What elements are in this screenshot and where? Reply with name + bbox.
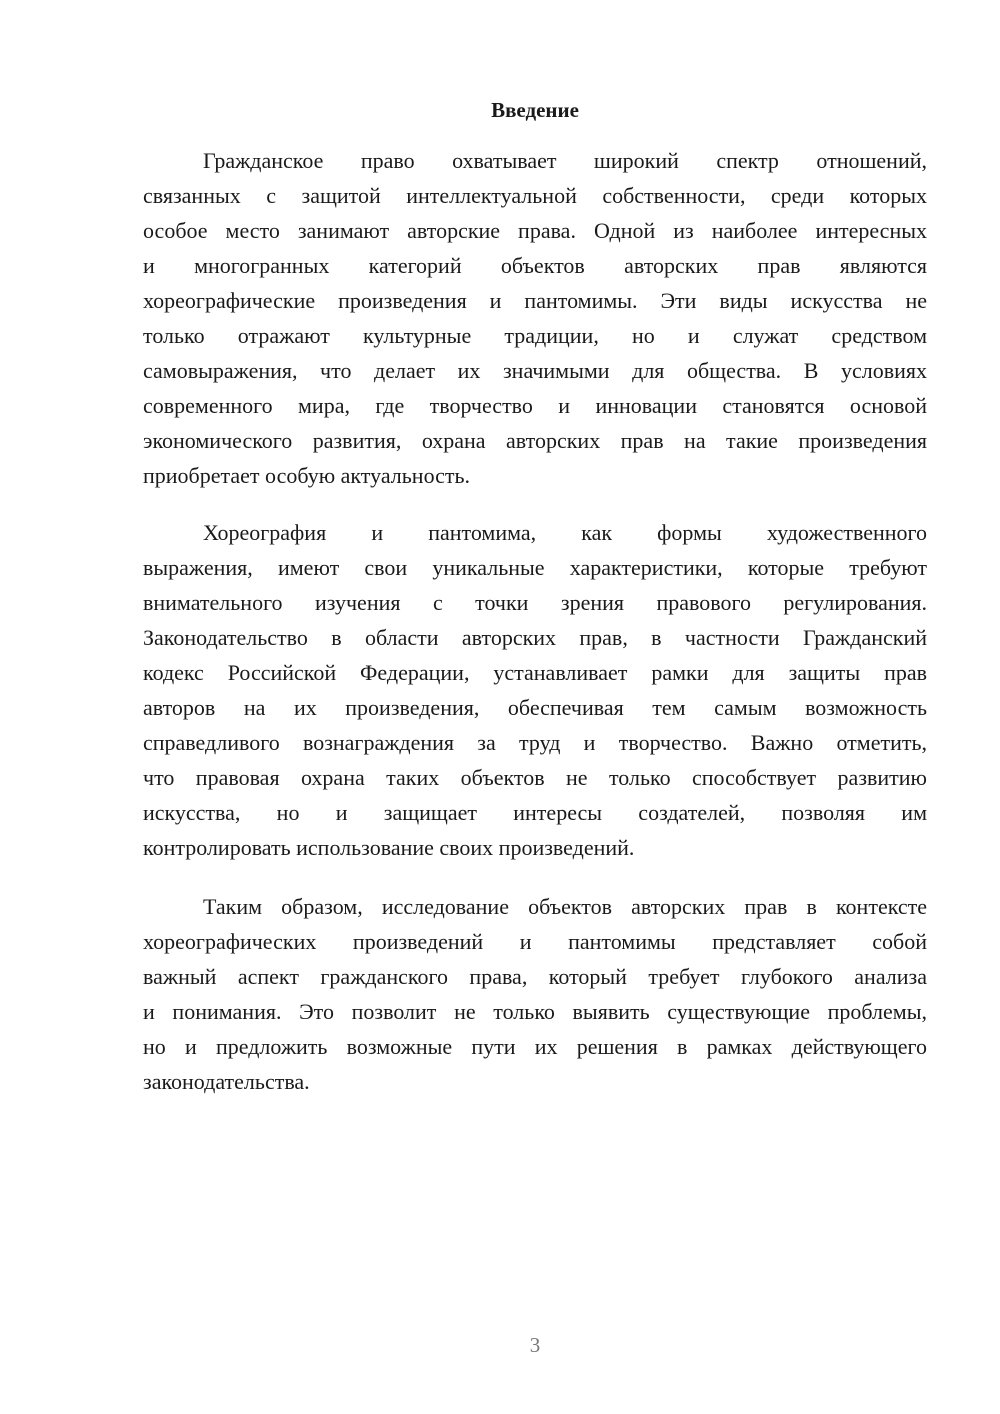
text-line: хореографические произведения и пантомимы. Эти виды искусства не	[143, 288, 927, 313]
text-line: экономического развития, охрана авторских прав на такие произведения	[143, 428, 927, 453]
text-line: законодательства.	[143, 1069, 310, 1094]
text-line: и многогранных категорий объектов авторских прав являются	[143, 253, 927, 278]
text-line: только отражают культурные традиции, но и служат средством	[143, 323, 927, 348]
text-line: Законодательство в области авторских прав, в частности Гражданский	[143, 625, 927, 650]
text-line: контролировать использование своих произведений.	[143, 835, 635, 860]
paragraph-1	[143, 143, 927, 493]
text-line: Таким образом, исследование объектов авторских прав в контексте	[203, 894, 927, 919]
text-line: но и предложить возможные пути их решения в рамках действующего	[143, 1034, 927, 1059]
text-line: внимательного изучения с точки зрения правового регулирования.	[143, 590, 927, 615]
text-line: особое место занимают авторские права. Одной из наиболее интересных	[143, 218, 927, 243]
text-line: Хореография и пантомима, как формы художественного	[203, 520, 927, 545]
text-line: связанных с защитой интеллектуальной собственности, среди которых	[143, 183, 927, 208]
text-line: справедливого вознаграждения за труд и творчество. Важно отметить,	[143, 730, 927, 755]
text-line: хореографических произведений и пантомимы представляет собой	[143, 929, 927, 954]
section-title: Введение	[491, 98, 579, 122]
text-line: важный аспект гражданского права, который требует глубокого анализа	[143, 964, 927, 989]
paragraph-2	[143, 515, 927, 865]
page-number: 3	[529, 1333, 541, 1357]
text-line: Гражданское право охватывает широкий спектр отношений,	[203, 148, 927, 173]
text-line: приобретает особую актуальность.	[143, 463, 471, 488]
text-line: самовыражения, что делает их значимыми для общества. В условиях	[143, 358, 927, 383]
text-line: и понимания. Это позволит не только выявить существующие проблемы,	[143, 999, 927, 1024]
text-line: выражения, имеют свои уникальные характеристики, которые требуют	[143, 555, 927, 580]
text-line: искусства, но и защищает интересы создателей, позволяя им	[143, 800, 927, 825]
text-line: что правовая охрана таких объектов не только способствует развитию	[143, 765, 927, 790]
text-line: кодекс Российской Федерации, устанавливает рамки для защиты прав	[143, 660, 927, 685]
text-line: авторов на их произведения, обеспечивая тем самым возможность	[143, 695, 927, 720]
paragraph-3	[143, 889, 927, 1099]
text-line: современного мира, где творчество и инновации становятся основой	[143, 393, 927, 418]
